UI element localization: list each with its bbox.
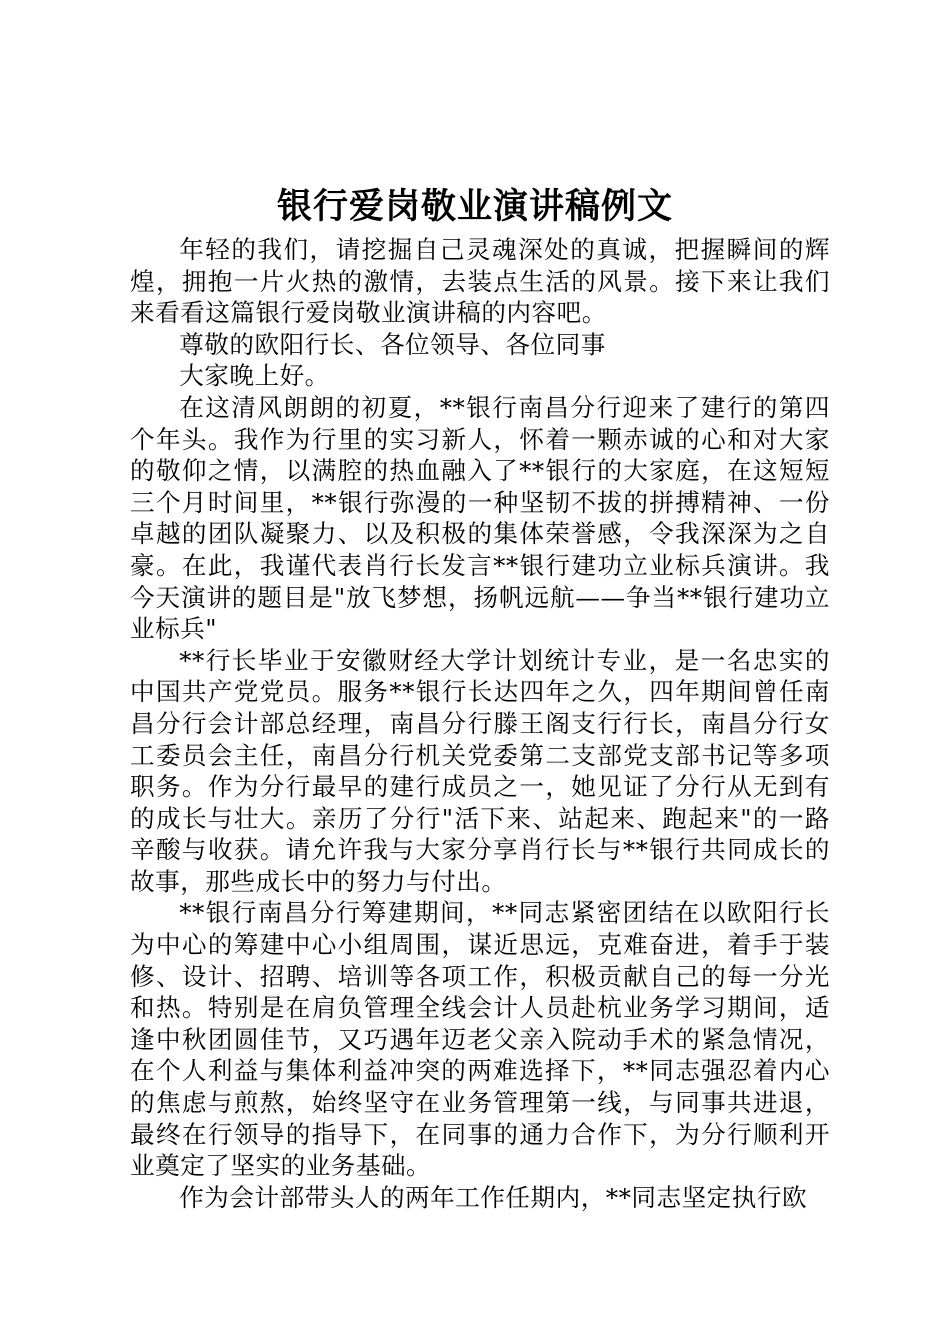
document-title: 银行爱岗敬业演讲稿例文 [276, 186, 673, 227]
paragraph-opening: 在这清风朗朗的初夏，**银行南昌分行迎来了建行的第四个年头。我作为行里的实习新人，怀着一颗赤诚的心和对大家的敬仰之情，以满腔的热血融入了**银行的大家庭，在这短短三个月时间里，**银行弥漫的一种坚韧不拔的拼搏精神、一份卓越的团队凝聚力、以及积极的集体荣誉感，令我深深为之自豪。在此，我谨代表肖行长发言**银行建功立业标兵演讲。我今天演讲的题目是"放飞梦想，扬帆远航——争当**银行建功立业标兵" [130, 392, 830, 644]
paragraph-salutation: 尊敬的欧阳行长、各位领导、各位同事 [179, 329, 606, 359]
paragraph-intro: 年轻的我们，请挖掘自己灵魂深处的真诚，把握瞬间的辉煌，拥抱一片火热的激情，去装点生活的风景。接下来让我们来看看这篇银行爱岗敬业演讲稿的内容吧。 [130, 235, 830, 328]
paragraph-biography: **行长毕业于安徽财经大学计划统计专业，是一名忠实的中国共产党党员。服务**银行长达四年之久，四年期间曾任南昌分行会计部总经理，南昌分行滕王阁支行行长，南昌分行女工委员会主任，南昌分行机关党委第二支部党支部书记等多项职务。作为分行最早的建行成员之一，她见证了分行从无到有的成长与壮大。亲历了分行"活下来、站起来、跑起来"的一路辛酸与收获。请允许我与大家分享肖行长与**银行共同成长的故事，那些成长中的努力与付出。 [130, 645, 830, 896]
paragraph-greeting: 大家晚上好。 [179, 361, 330, 391]
paragraph-preparation: **银行南昌分行筹建期间，**同志紧密团结在以欧阳行长为中心的筹建中心小组周围，谋近思远，克难奋进，着手于装修、设计、招聘、培训等各项工作，积极贡献自己的每一分光和热。特别是在肩负管理全线会计人员赴杭业务学习期间，适逢中秋团圆佳节，又巧遇年迈老父亲入院动手术的紧急情况，在个人利益与集体利益冲突的两难选择下，**同志强忍着内心的焦虑与煎熬，始终坚守在业务管理第一线，与同事共进退，最终在行领导的指导下，在同事的通力合作下，为分行顺利开业奠定了坚实的业务基础。 [130, 898, 830, 1181]
paragraph-accounting: 作为会计部带头人的两年工作任期内，**同志坚定执行欧 [179, 1182, 808, 1212]
document-body [130, 234, 830, 1213]
